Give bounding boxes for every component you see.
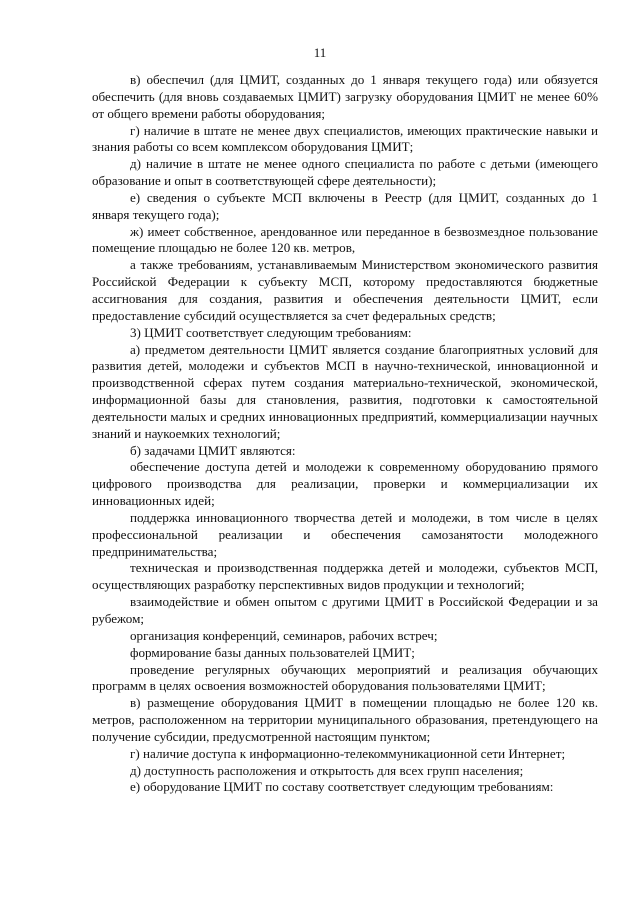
paragraph: а также требованиям, устанавливаемым Министерством экономического развития Российской Федерации к субъекту МСП, которому предоставляются бюджетные ассигнования для создания, развития и обеспечения деятельности ЦМИТ, если предоставление субсидий осуществляется за счет федеральных средств;	[92, 257, 598, 323]
paragraph: 3) ЦМИТ соответствует следующим требованиям:	[130, 324, 412, 340]
paragraph: е) сведения о субъекте МСП включены в Реестр (для ЦМИТ, созданных до 1 января текущего года);	[92, 189, 598, 222]
paragraph: в) обеспечил (для ЦМИТ, созданных до 1 января текущего года) или обязуется обеспечить (для вновь создаваемых ЦМИТ) загрузку оборудования ЦМИТ не менее 60% от общего времени работы оборудования;	[92, 72, 598, 121]
paragraph: а) предметом деятельности ЦМИТ является создание благоприятных условий для развития детей, молодежи и субъектов МСП в научно-технической, инновационной и производственной сферах путем создания материально-технической, экономической, информационной базы для становления, развития, подготовки к самостоятельной деятельности малых и средних инновационных предприятий, коммерциализации научных знаний и наукоемких технологий;	[92, 341, 598, 441]
page-number: 11	[313, 45, 327, 60]
paragraph: проведение регулярных обучающих мероприятий и реализация обучающих программ в целях освоения возможностей оборудования пользователями ЦМИТ;	[92, 661, 598, 694]
paragraph: г) наличие доступа к информационно-телекоммуникационной сети Интернет;	[130, 745, 566, 761]
paragraph: взаимодействие и обмен опытом с другими ЦМИТ в Российской Федерации и за рубежом;	[92, 594, 598, 626]
paragraph: обеспечение доступа детей и молодежи к современному оборудованию прямого цифрового производства для реализации, проверки и коммерциализации их инновационных идей;	[92, 459, 598, 509]
paragraph: ж) имеет собственное, арендованное или переданное в безвозмездное пользование помещение площадью не более 120 кв. метров,	[92, 223, 598, 256]
document-body	[92, 72, 598, 796]
paragraph: формирование базы данных пользователей ЦМИТ;	[130, 644, 415, 660]
paragraph: е) оборудование ЦМИТ по составу соответствует следующим требованиям:	[130, 779, 554, 795]
paragraph: организация конференций, семинаров, рабочих встреч;	[130, 627, 438, 643]
paragraph: поддержка инновационного творчества детей и молодежи, в том числе в целях профессиональной реализации и обеспечения самозанятости молодежного предпринимательства;	[92, 509, 598, 559]
paragraph: б) задачами ЦМИТ являются:	[130, 442, 296, 458]
paragraph: г) наличие в штате не менее двух специалистов, имеющих практические навыки и знания работы со всем комплексом оборудования ЦМИТ;	[92, 122, 598, 155]
paragraph: техническая и производственная поддержка детей и молодежи, субъектов МСП, осуществляющих разработку перспективных видов продукции и технологий;	[92, 560, 598, 593]
paragraph: д) наличие в штате не менее одного специалиста по работе с детьми (имеющего образование и опыт в соответствующей сфере деятельности);	[92, 156, 598, 189]
paragraph: д) доступность расположения и открытость для всех групп населения;	[130, 762, 524, 778]
paragraph: в) размещение оборудования ЦМИТ в помещении площадью не более 120 кв. метров, расположенном на территории муниципального образования, претендующего на получение субсидии, предусмотренной настоящим пунктом;	[92, 695, 598, 744]
